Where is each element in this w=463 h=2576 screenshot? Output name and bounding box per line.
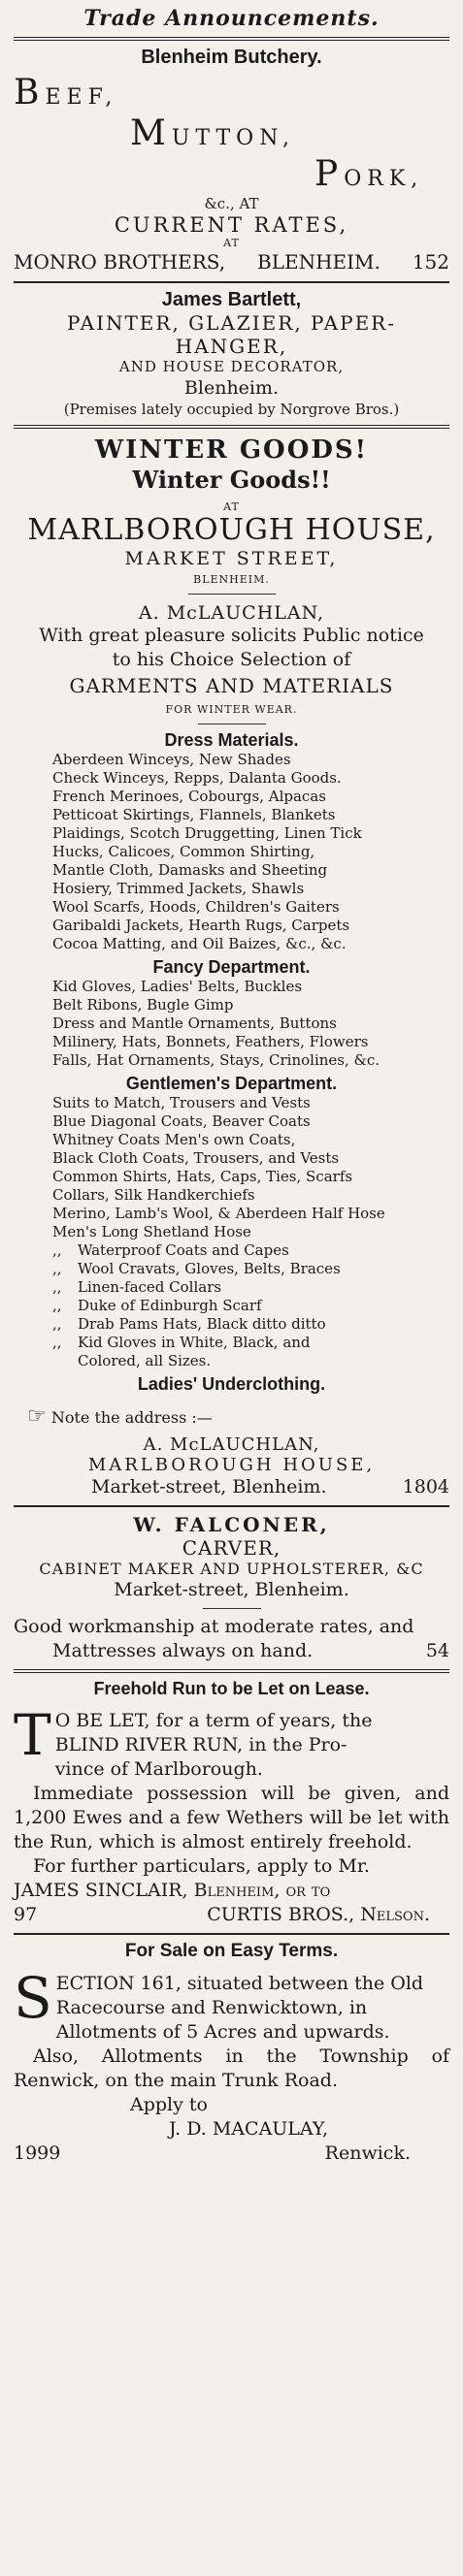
trade-line-3: AND HOUSE DECORATOR, — [118, 358, 345, 375]
divider — [14, 425, 449, 429]
list-item: Milinery, Hats, Bonnets, Feathers, Flowers — [52, 1033, 369, 1050]
paragraph-1: S ECTION 161, situated between the Old Racecourse and Renwicktown, in Allotments of 5 Acres and upwards. — [14, 1965, 424, 2043]
list-item: Cocoa Matting, and Oil Baizes, &c., &c. — [52, 935, 347, 952]
list-item: ,, Duke of Edinburgh Scarf — [52, 1297, 262, 1314]
list-item: ,, Kid Gloves in White, Black, and — [52, 1334, 311, 1351]
headline-2: Winter Goods!! — [132, 466, 331, 494]
list-item: Colored, all Sizes. — [78, 1352, 212, 1369]
intro-2: to his Choice Selection of — [112, 649, 351, 670]
list-item: Collars, Silk Handkerchiefs — [52, 1186, 255, 1204]
ditto-mark: ,, — [52, 1260, 62, 1277]
paragraph-2: Immediate possession will be given, and 1,200 Ewes and a few Wethers will be let with the Run, which is almost entirely freehold. — [14, 1783, 449, 1852]
address-street-line — [14, 1475, 449, 1499]
owner-name: A. McLAUCHLAN, — [138, 602, 325, 624]
ditto-mark: ,, — [52, 1278, 62, 1296]
at-line: AT — [223, 500, 240, 513]
ad-winter-goods — [14, 435, 449, 1499]
list-item: Belt Ribons, Bugle Gimp — [52, 996, 234, 1014]
list-item: ,, Linen-faced Collars — [52, 1278, 222, 1296]
beef-rest: EEF, — [45, 85, 118, 110]
address-house: MARLBOROUGH HOUSE, — [87, 1455, 376, 1475]
list-item: Petticoat Skirtings, Flannels, Blankets — [52, 806, 336, 823]
street-line: Market-street, Blenheim. — [114, 1579, 349, 1600]
mutton-line — [14, 113, 449, 154]
section-heading-ladies: Ladies' Underclothing. — [137, 1374, 326, 1394]
masthead-rule — [14, 37, 449, 41]
for-line: FOR WINTER WEAR. — [165, 703, 298, 716]
cabinet-line: CABINET MAKER AND UPHOLSTERER, &C — [39, 1560, 424, 1578]
headline-1: WINTER GOODS! — [94, 435, 369, 465]
note-text: Note the address :— — [50, 1408, 213, 1427]
pork-rest: ORK, — [344, 167, 424, 191]
list-item: Wool Scarfs, Hoods, Children's Gaiters — [52, 898, 340, 916]
ditto-mark: ,, — [52, 1297, 62, 1314]
address-name: A. McLAUCHLAN, — [143, 1434, 320, 1455]
text-line-1: Good workmanship at moderate rates, and — [14, 1616, 414, 1637]
list-item: French Merinoes, Cobourgs, Alpacas — [52, 788, 326, 805]
list-item: Common Shirts, Hats, Caps, Ties, Scarfs — [52, 1168, 353, 1185]
ad-heading: Freehold Run to be Let on Lease. — [93, 1679, 370, 1698]
short-rule — [188, 594, 276, 595]
street-name: MARKET STREET, — [124, 548, 339, 569]
ad-james-bartlett — [14, 289, 449, 419]
vendor-line — [14, 249, 449, 275]
ad-number: 152 — [412, 250, 449, 274]
mutton-rest: UTTON, — [171, 126, 296, 150]
ad-heading: For Sale on Easy Terms. — [124, 1941, 339, 1961]
garments-line: GARMENTS AND MATERIALS — [69, 674, 394, 697]
divider — [14, 1933, 449, 1935]
list-item: Dress and Mantle Ornaments, Buttons — [52, 1014, 337, 1032]
ad-number: 54 — [425, 1640, 449, 1661]
list-item: Blue Diagonal Coats, Beaver Coats — [52, 1112, 311, 1130]
place-name: Renwick. — [324, 2142, 411, 2164]
agent-name: J. D. MACAULAY, — [169, 2118, 329, 2140]
mutton-initial: M — [130, 113, 172, 153]
dress-list — [14, 751, 449, 953]
intro-1: With great pleasure solicits Public notice — [39, 625, 424, 646]
ad-heading: Blenheim Butchery. — [141, 47, 322, 68]
list-item: Hucks, Calicoes, Common Shirting, — [52, 843, 315, 860]
beef-line — [14, 73, 449, 113]
rates-line: CURRENT RATES, — [114, 213, 349, 237]
place-line: Blenheim. — [183, 377, 280, 399]
list-item: Merino, Lamb's Wool, & Aberdeen Half Hose — [52, 1205, 385, 1222]
pointing-hand-icon: ☞ — [27, 1404, 47, 1429]
masthead-title: Trade Announcements. — [83, 6, 380, 31]
vendor-name: MONRO BROTHERS, — [14, 250, 226, 274]
list-item: ,, Wool Cravats, Gloves, Belts, Braces — [52, 1260, 341, 1277]
list-item: Kid Gloves, Ladies' Belts, Buckles — [52, 978, 303, 995]
ad-falconer — [14, 1513, 449, 1663]
list-item: Men's Long Shetland Hose — [52, 1223, 251, 1240]
section-heading-fancy: Fancy Department. — [152, 957, 311, 977]
ad-blenheim-butchery — [14, 47, 449, 275]
list-item: Black Cloth Coats, Trousers, and Vests — [52, 1149, 340, 1167]
gents-list — [14, 1094, 449, 1370]
etc-line: &c., AT — [204, 195, 259, 212]
town-name: BLENHEIM. — [193, 573, 270, 586]
list-item: ,, Waterproof Coats and Capes — [52, 1241, 289, 1259]
address-street: Market-street, Blenheim. — [91, 1476, 327, 1497]
place-line — [14, 2141, 449, 2166]
ad-for-sale — [14, 1941, 449, 2166]
section-heading-gents: Gentlemen's Department. — [125, 1074, 338, 1093]
beef-initial: B — [14, 73, 46, 113]
paragraph-2: Also, Allotments in the Township of Renwick, on the main Trunk Road. — [14, 2045, 449, 2091]
short-rule — [203, 1608, 261, 1609]
drop-cap: S — [14, 1965, 52, 2031]
ditto-mark: ,, — [52, 1241, 62, 1259]
trade-line-2: HANGER, — [175, 335, 288, 358]
ad-number: 97 — [14, 1904, 38, 1925]
house-name: MARLBOROUGH HOUSE, — [27, 513, 436, 547]
ad-heading: W. FALCONER, — [133, 1513, 330, 1536]
list-item: Falls, Hat Ornaments, Stays, Crinolines, &c. — [52, 1051, 380, 1069]
paragraph-3a: For further particulars, apply to Mr. — [33, 1855, 370, 1877]
pork-initial: P — [314, 154, 345, 194]
list-item: Plaidings, Scotch Druggetting, Linen Tick — [52, 824, 362, 842]
section-heading-dress: Dress Materials. — [164, 730, 299, 750]
at-line: AT — [223, 237, 240, 249]
pork-line — [14, 154, 449, 195]
paragraph-3b: JAMES SINCLAIR, Blenheim, or to — [14, 1880, 331, 1901]
apply-line: Apply to — [130, 2094, 208, 2115]
list-item: Check Winceys, Repps, Dalanta Goods. — [52, 769, 342, 787]
ad-number: 1804 — [402, 1476, 449, 1497]
agent-line — [14, 1903, 449, 1927]
list-item: Mantle Cloth, Damasks and Sheeting — [52, 861, 328, 879]
agent-name: CURTIS BROS., Nelson. — [207, 1904, 430, 1925]
list-item: ,, Drab Pams Hats, Black ditto ditto — [52, 1315, 326, 1333]
divider — [14, 281, 449, 283]
list-item: Garibaldi Jackets, Hearth Rugs, Carpets — [52, 917, 350, 934]
fancy-list — [14, 978, 449, 1070]
ad-freehold-run — [14, 1679, 449, 1927]
drop-cap: T — [14, 1702, 51, 1768]
paragraph-1: T O BE LET, for a term of years, the BLIND RIVER RUN, in the Pro- vince of Marlborough. — [14, 1702, 373, 1780]
note-line — [14, 1404, 449, 1429]
ditto-mark: ,, — [52, 1315, 62, 1333]
list-item: Aberdeen Winceys, New Shades — [52, 751, 291, 768]
list-item: Suits to Match, Trousers and Vests — [52, 1094, 311, 1111]
trade-line: CARVER, — [182, 1536, 281, 1560]
ditto-mark: ,, — [52, 1334, 62, 1351]
divider — [14, 1669, 449, 1673]
ad-number: 1999 — [14, 2142, 61, 2164]
text-line-2: Mattresses always on hand. 54 — [52, 1640, 449, 1661]
ad-heading: James Bartlett, — [161, 289, 302, 310]
list-item: Hosiery, Trimmed Jackets, Shawls — [52, 880, 305, 897]
divider — [14, 1505, 449, 1507]
trade-line-1: PAINTER, GLAZIER, PAPER- — [67, 311, 396, 335]
list-item: Whitney Coats Men's own Coats, — [52, 1131, 296, 1148]
premises-note: (Premises lately occupied by Norgrove Bros.) — [63, 401, 400, 418]
vendor-place: BLENHEIM. — [257, 250, 380, 274]
